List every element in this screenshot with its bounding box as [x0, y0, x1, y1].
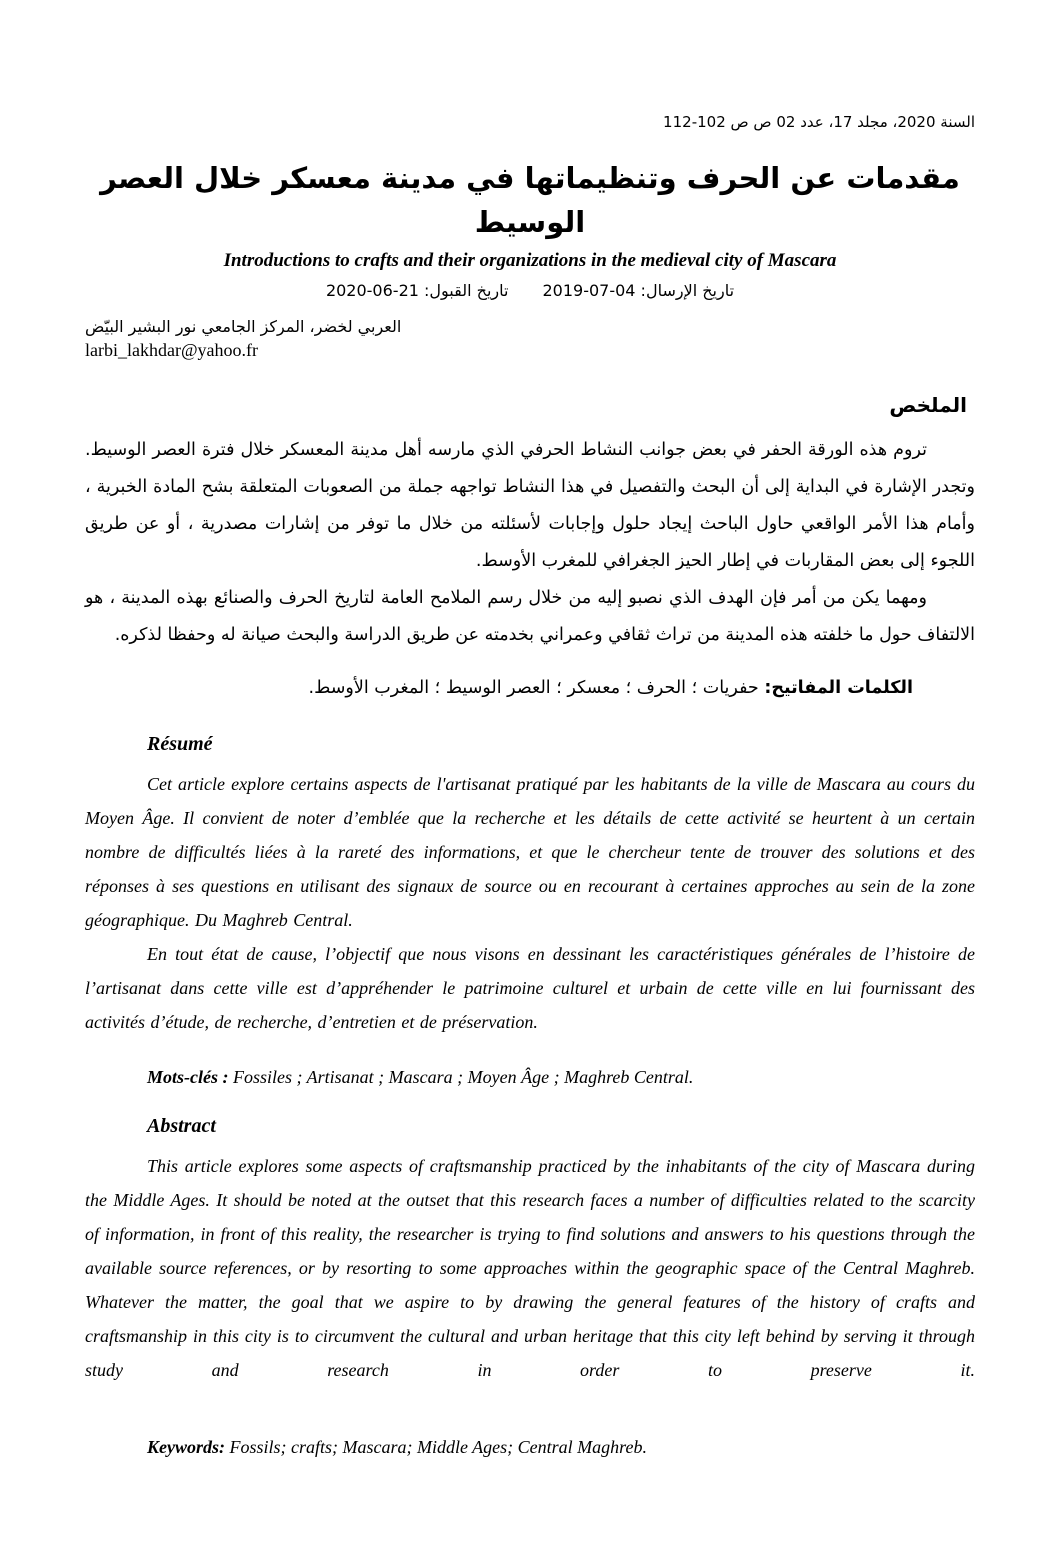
resume-paragraph-1: Cet article explore certains aspects de l'artisanat pratiqué par les habitants de la ville de Mascara au cours du Moyen Âge. Il convient de noter d’emblée que la recherche et les détails de cette activité se heurtent à un certain nombre de difficultés liées à la rareté des informations, et que le chercheur tente de trouver des solutions et des réponses à ses questions en utilisant des signaux de source ou en recourant à certaines approches au sein de la zone géographique. Du Maghreb Central.: [85, 774, 975, 930]
abstract-arabic-heading: الملخص: [889, 393, 967, 417]
date-accepted-value: 2020-06-21: [325, 281, 419, 300]
submission-dates-row: [85, 280, 975, 302]
article-title-arabic: مقدمات عن الحرف وتنظيماتها في مدينة معسكر خلال العصر الوسيط: [100, 161, 960, 239]
keywords-arabic-label: الكلمات المفاتيح:: [764, 678, 913, 698]
keywords-french-line: [85, 1065, 975, 1089]
date-received-label: تاريخ الإرسال:: [640, 281, 735, 300]
keywords-french-text: Fossiles ; Artisanat ; Mascara ; Moyen Âge ; Maghreb Central.: [232, 1067, 694, 1087]
resume-heading: Résumé: [147, 733, 213, 755]
keywords-english-line: [85, 1435, 975, 1459]
keywords-english-text: Fossils; crafts; Mascara; Middle Ages; Central Maghreb.: [229, 1437, 647, 1457]
author-name-affiliation: العربي لخضر، المركز الجامعي نور البشير البيّض: [85, 317, 402, 336]
keywords-arabic-line: [85, 670, 975, 707]
date-received: [542, 280, 734, 302]
abstract-english-heading: Abstract: [147, 1115, 216, 1137]
keywords-english-label: Keywords:: [147, 1437, 225, 1457]
author-email: larbi_lakhdar@yahoo.fr: [85, 340, 259, 360]
author-block: [85, 316, 975, 362]
article-title-english: Introductions to crafts and their organizations in the medieval city of Mascara: [223, 250, 837, 271]
date-accepted: [326, 280, 509, 302]
resume-paragraph-2: En tout état de cause, l’objectif que nous visons en dessinant les caractéristiques générales de l’histoire de l’artisanat dans cette ville est d’appréhender le patrimoine culturel et urbain de cette ville en lui fournissant des activités d’étude, de recherche, d’entretien et de préservation.: [85, 944, 975, 1032]
abstract-arabic-paragraph-1: تروم هذه الورقة الحفر في بعض جوانب النشاط الحرفي الذي مارسه أهل مدينة المعسكر خلال فترة العصر الوسيط. وتجدر الإشارة في البداية إلى أن البحث والتفصيل في هذا النشاط تواجهه جملة من الصعوبات المتعلقة بشح المادة الخبرية ، وأمام هذا الأمر الواقعي حاول الباحث إيجاد حلول وإجابات لأسئلته من خلال ما توفر من إشارات مصدرية ، أو عن طريق اللجوء إلى بعض المقاربات في إطار الحيز الجغرافي للمغرب الأوسط.: [85, 440, 975, 571]
abstract-arabic-body: [85, 432, 975, 654]
date-received-value: 2019-07-04: [542, 281, 636, 300]
date-accepted-label: تاريخ القبول:: [424, 281, 509, 300]
journal-issue-line: السنة 2020، مجلد 17، عدد 02 ص ص 102-112: [663, 113, 975, 131]
abstract-english-paragraph: This article explores some aspects of craftsmanship practiced by the inhabitants of the city of Mascara during the Middle Ages. It should be noted at the outset that this research faces a number of difficulties related to the scarcity of information, in front of this reality, the researcher is trying to find solutions and answers to his questions through the available source references, or by resorting to some approaches within the geographic space of the Central Maghreb. Whatever the matter, the goal that we aspire to by drawing the general features of the history of crafts and craftsmanship in this city is to circumvent the cultural and urban heritage that this city left behind by serving it through study and research in order to preserve it.: [85, 1156, 975, 1380]
keywords-french-label: Mots-clés :: [147, 1067, 229, 1087]
abstract-arabic-paragraph-2: ومهما يكن من أمر فإن الهدف الذي نصبو إليه من خلال رسم الملامح العامة لتاريخ الحرف والصنائع بهذه المدينة ، هو الالتفاف حول ما خلفته هذه المدينة من تراث ثقافي وعمراني بخدمته عن طريق الدراسة والبحث صيانة له وحفظا لذكره.: [85, 588, 975, 645]
keywords-arabic-text: حفريات ؛ الحرف ؛ معسكر ؛ العصر الوسيط ؛ المغرب الأوسط.: [308, 678, 759, 698]
